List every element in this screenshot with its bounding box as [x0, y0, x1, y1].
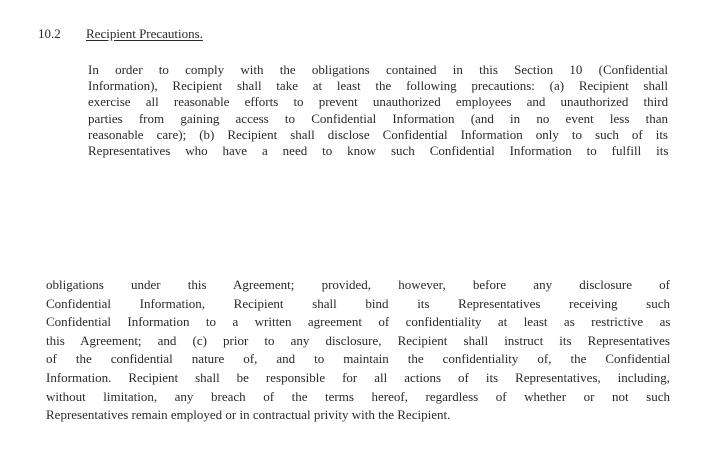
text-line: Information. Recipient shall be responsible for all actions of its Representatives, including,: [46, 369, 670, 385]
text-line: Confidential Information to a written agreement of confidentiality at least as restrictive as: [46, 314, 670, 330]
text-line: reasonable care); (b) Recipient shall disclose Confidential Information only to such of its: [88, 126, 668, 142]
text-line: Representatives who have a need to know such Confidential Information to fulfill its: [88, 143, 668, 159]
text-line: this Agreement; and (c) prior to any disclosure, Recipient shall instruct its Representatives: [46, 332, 670, 348]
text-line: obligations under this Agreement; provided, however, before any disclosure of: [46, 277, 670, 292]
section-heading: [38, 25, 203, 43]
text-line: exercise all reasonable efforts to prevent unauthorized employees and unauthorized third: [88, 94, 668, 110]
text-line: of the confidential nature of, and to maintain the confidentiality of, the Confidential: [46, 351, 670, 367]
paragraph-precautions-continued: [46, 276, 670, 425]
text-line: Information), Recipient shall take at least the following precautions: (a) Recipient shall: [88, 78, 668, 94]
text-line: without limitation, any breach of the terms hereof, regardless of whether or not such: [46, 388, 670, 404]
text-line: In order to comply with the obligations contained in this Section 10 (Confidential: [88, 62, 668, 77]
text-line: Confidential Information, Recipient shall bind its Representatives receiving such: [46, 295, 670, 311]
text-line: parties from gaining access to Confidential Information (and in no event less than: [88, 110, 668, 126]
paragraph-precautions-intro: [88, 62, 668, 159]
section-title: Recipient Precautions.: [86, 26, 203, 41]
section-number: 10.2: [38, 26, 61, 41]
text-line: Representatives remain employed or in contractual privity with the Recipient.: [46, 407, 451, 423]
